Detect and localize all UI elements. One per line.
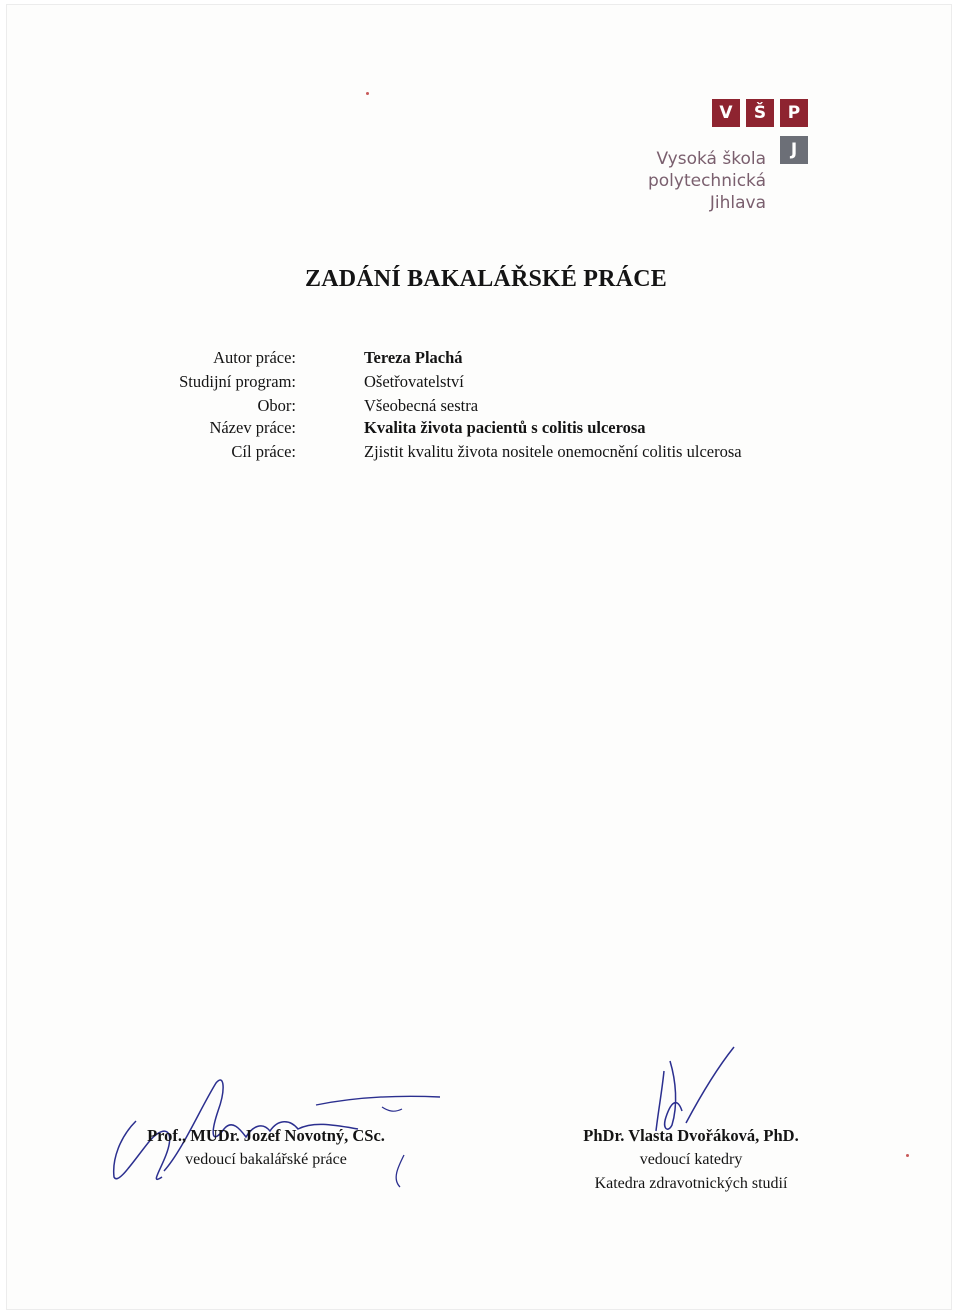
field-goal <box>6 442 960 466</box>
field-label: Cíl práce: <box>231 442 296 461</box>
head-department: Katedra zdravotnických studií <box>594 1175 788 1192</box>
signature-block-head <box>561 1124 821 1196</box>
logo-letter-v: V <box>712 99 740 127</box>
field-value: Všeobecná sestra <box>364 396 479 415</box>
supervisor-name: Prof., MUDr. Jozef Novotný, CSc. <box>147 1126 385 1145</box>
logo-letter-p: P <box>780 99 808 127</box>
logo-letter-s: Š <box>746 99 774 127</box>
signature-block-supervisor <box>146 1124 386 1172</box>
field-label: Autor práce: <box>213 348 296 367</box>
field-author <box>6 348 960 372</box>
field-label: Název práce: <box>209 418 296 437</box>
field-value: Tereza Plachá <box>364 348 463 367</box>
field-label: Studijní program: <box>179 372 296 391</box>
field-label: Obor: <box>257 396 296 415</box>
logo-letter-j: J <box>780 136 808 164</box>
paper-speck <box>906 1154 909 1157</box>
logo-line-1: Vysoká škola <box>656 149 766 169</box>
paper-speck <box>366 92 369 95</box>
logo-text <box>648 148 766 214</box>
field-value: Zjistit kvalitu života nositele onemocnění colitis ulcerosa <box>364 442 742 461</box>
field-program <box>6 372 960 396</box>
field-value: Kvalita života pacientů s colitis ulcerosa <box>364 418 646 437</box>
field-thesis-title <box>6 418 960 442</box>
vspj-logo <box>646 96 826 226</box>
field-specialization <box>6 396 960 420</box>
logo-line-2: polytechnická <box>647 171 766 191</box>
logo-line-3: Jihlava <box>709 193 766 213</box>
field-value: Ošetřovatelství <box>364 372 464 391</box>
supervisor-role: vedoucí bakalářské práce <box>185 1151 347 1168</box>
document-page <box>6 4 952 1310</box>
document-title: ZADÁNÍ BAKALÁŘSKÉ PRÁCE <box>305 266 667 292</box>
head-name: PhDr. Vlasta Dvořáková, PhD. <box>583 1126 799 1145</box>
head-role: vedoucí katedry <box>639 1151 743 1168</box>
